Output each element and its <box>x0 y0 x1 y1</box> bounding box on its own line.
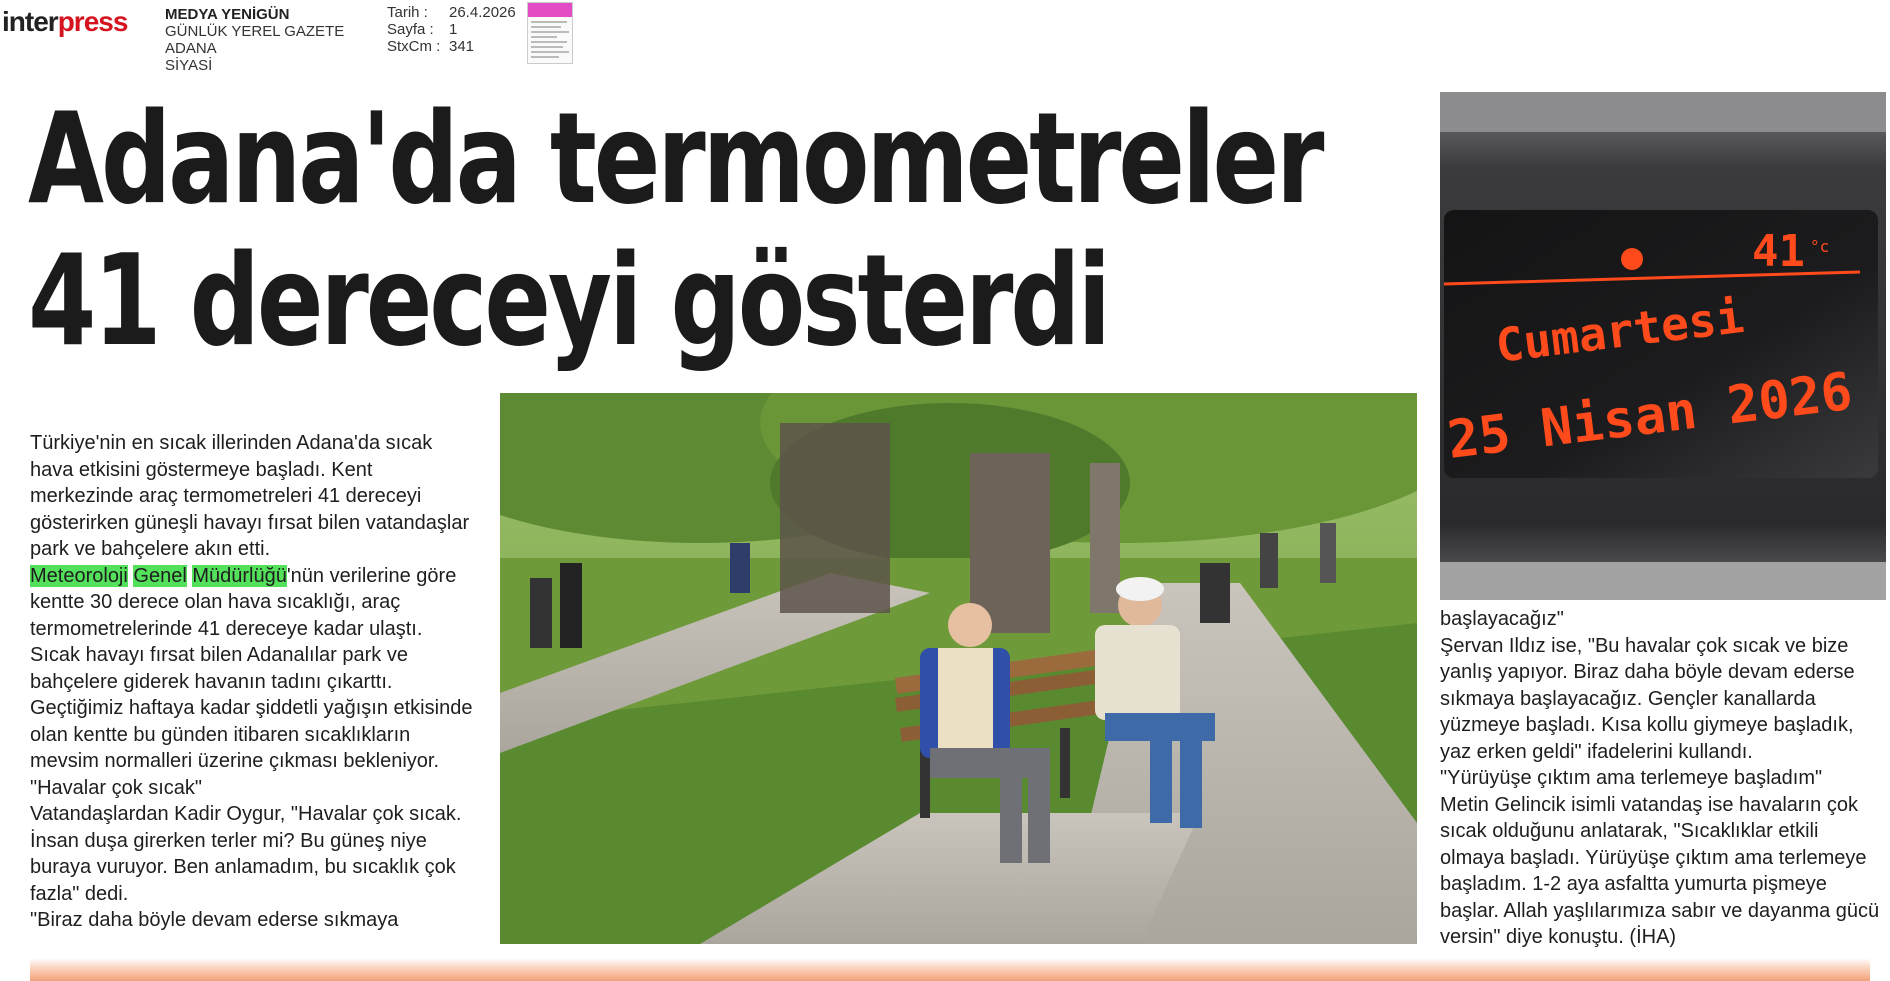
article-paragraph-1: Türkiye'nin en sıcak illerinden Adana'da sıcak hava etkisini göstermeye başladı. Kent merkezinde araç termometreleri 41 dereceyi gösterirken güneşli havayı fırsat bilen vatandaşlar park ve bahçelere akın etti. <box>30 432 470 560</box>
publication-info <box>165 6 344 74</box>
highlight-word-3: Müdürlüğü <box>192 564 287 587</box>
bottom-gradient-bar <box>30 958 1870 981</box>
highlight-word-2: Genel <box>133 564 187 587</box>
article-paragraph-6: Metin Gelincik isimli vatandaş ise havaların çok sıcak olduğunu anlatarak, "Sıcaklıklar etkili olmaya başladı. Yürüyüşe çıktım ama terlemeye başladım. 1-2 aya asfaltta yumurta pişmeye başlar. Allah yaşlılarımıza sabır ve dayanma gücü versin" diye konuştu. (İHA) <box>1440 793 1880 948</box>
size-value: 341 <box>449 38 475 55</box>
park-bench-photo <box>500 393 1417 944</box>
logo-text-press: press <box>57 6 128 37</box>
headline-line-2: 41 dereceyi gösterdi <box>28 227 1109 374</box>
clip-meta-labels <box>387 4 440 55</box>
car-thermometer-photo <box>1440 92 1886 600</box>
display-day: Cumartesi <box>1492 288 1747 373</box>
article-paragraph-2-rest: 'nün verilerine göre kentte 30 derece olan hava sıcaklığı, araç termometrelerinde 41 dereceye kadar ulaştı. Sıcak havayı fırsat bilen Adanalılar park ve bahçelere giderek havanın tadını çıkarttı. Geçtiğimiz haftaya kadar şiddetli yağışın etkisinde olan kentte bu günden itibaren sıcaklıkların mevsim normalleri üzerine çıkması bekleniyor. <box>30 564 473 772</box>
publication-section: SİYASİ <box>165 57 213 74</box>
subheading-2-start: "Biraz daha böyle devam ederse sıkmaya <box>30 909 399 931</box>
date-value: 26.4.2026 <box>449 4 516 21</box>
headline-line-1: Adana'da termometreler <box>28 85 1322 232</box>
article-paragraph-2 <box>30 563 475 775</box>
date-label: Tarih : <box>387 4 428 21</box>
subheading-1: "Havalar çok sıcak" <box>30 776 203 799</box>
display-temperature: 41 <box>1752 226 1805 277</box>
display-date: 25 Nisan 2026 <box>1444 361 1856 471</box>
headline <box>28 85 1322 374</box>
article-paragraph-3: Vatandaşlardan Kadir Oygur, "Havalar çok sıcak. İnsan duşa girerken terler mi? Bu güneş niye buraya vuruyor. Ben anlamadım, bu sıcaklık çok fazla" dedi. <box>30 803 462 905</box>
subheading-2-end: başlayacağız" <box>1440 608 1564 630</box>
publication-city: ADANA <box>165 40 217 57</box>
article-paragraph-5: Şervan Ildız ise, "Bu havalar çok sıcak ve bize yanlış yapıyor. Biraz daha böyle devam ederse sıkmaya başlayacağız. Gençler kanallarda yüzmeye başladı. Kısa kollu giymeye başladık, yaz erken geldi" ifadelerini kullandı. <box>1440 634 1855 763</box>
page-thumbnail[interactable] <box>527 2 573 64</box>
size-label: StxCm : <box>387 38 441 55</box>
page-value: 1 <box>449 21 458 38</box>
subheading-3: "Yürüyüşe çıktım ama terlemeye başladım" <box>1440 767 1823 789</box>
display-unit: °c <box>1810 237 1830 256</box>
publication-name: MEDYA YENİGÜN <box>165 6 290 23</box>
interpress-logo <box>2 6 127 38</box>
logo-text-inter: inter <box>2 6 58 37</box>
page-label: Sayfa : <box>387 21 434 38</box>
article-column-left <box>30 430 475 934</box>
publication-type: GÜNLÜK YEREL GAZETE <box>165 23 345 40</box>
bluetooth-icon <box>1621 248 1643 270</box>
article-column-right <box>1440 606 1885 951</box>
clip-meta-values <box>449 4 516 55</box>
highlight-word-1: Meteoroloji <box>30 564 128 587</box>
